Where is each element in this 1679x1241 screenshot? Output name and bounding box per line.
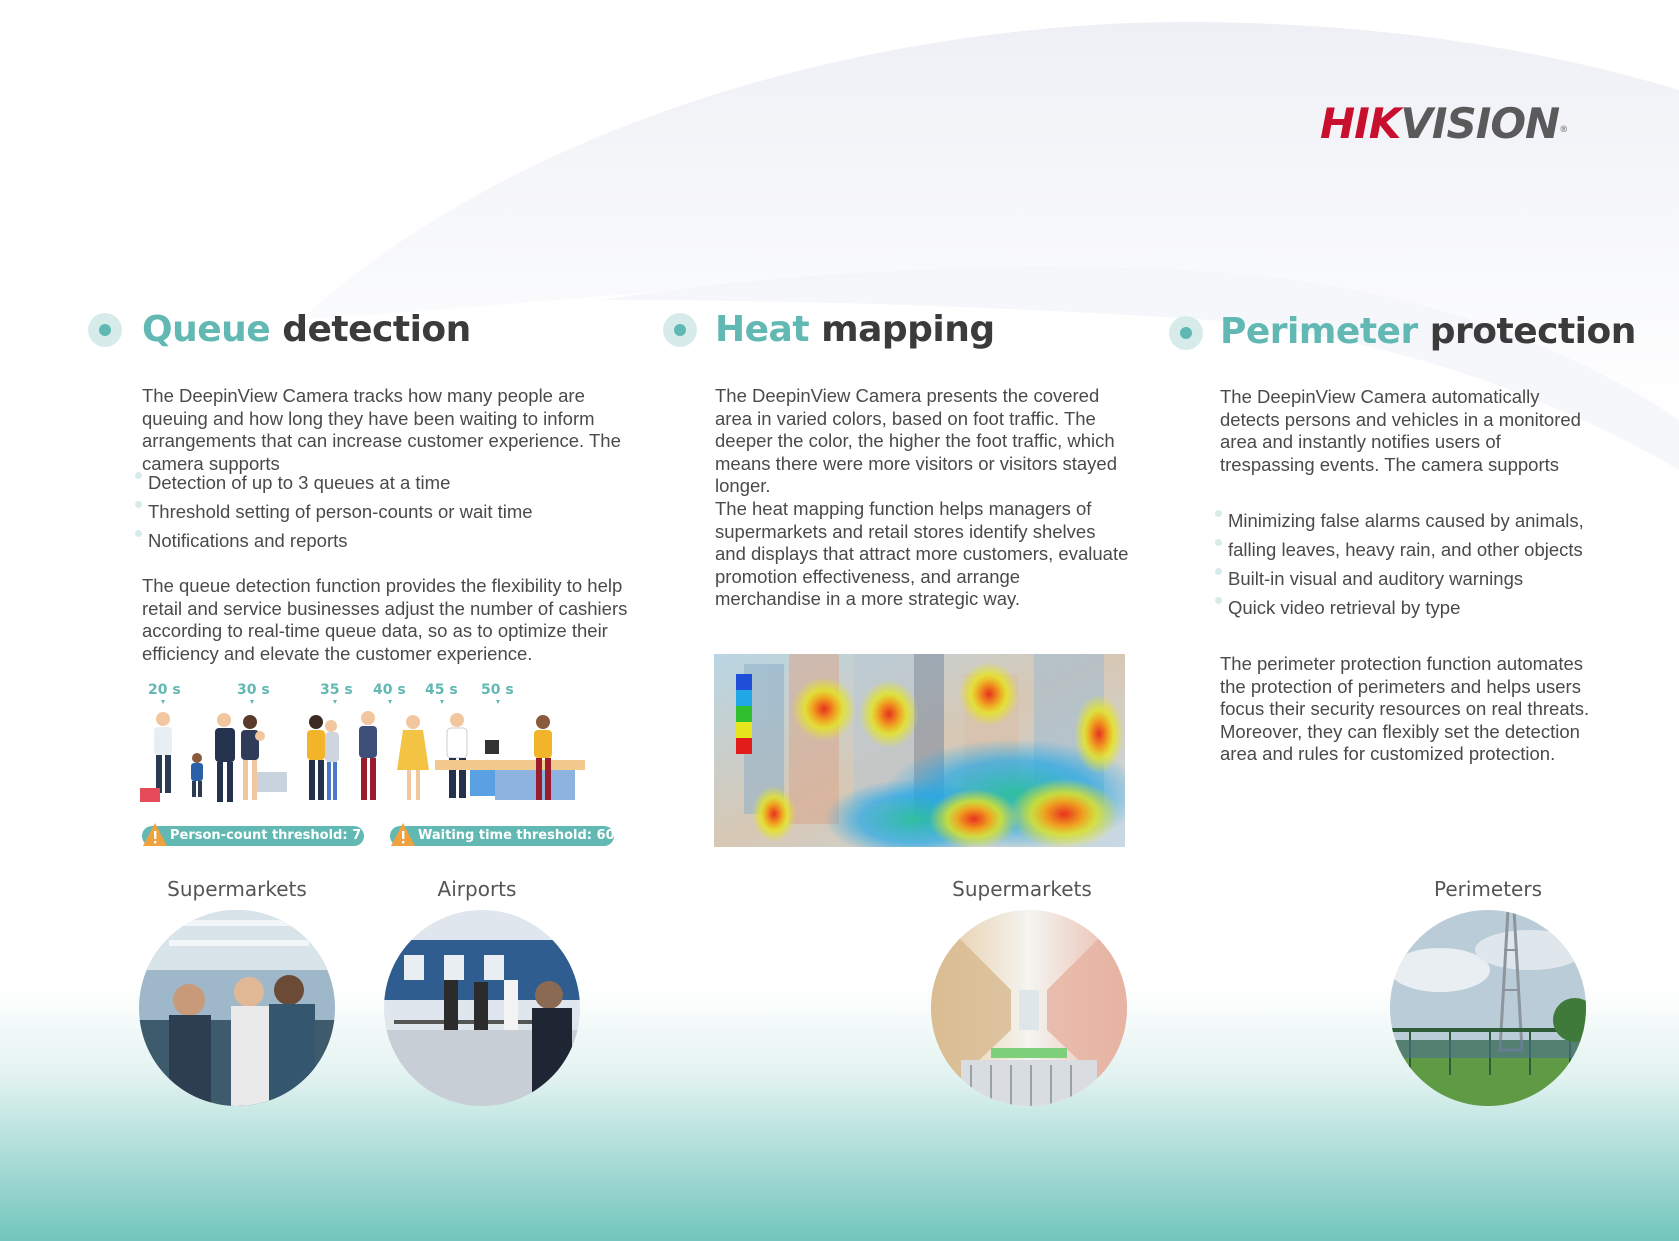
heatmap-legend-swatch	[736, 738, 752, 754]
queue-people-illustration	[135, 700, 630, 818]
application-label: Supermarkets	[167, 877, 307, 901]
logo-hik-text: HIK	[1320, 99, 1401, 148]
warning-icon	[142, 822, 168, 848]
queue-intro: The DeepinView Camera tracks how many people are queuing and how long they have been waiting to inform arrangements that can increase customer experience. The camera supports	[142, 385, 621, 474]
list-item: Threshold setting of person-counts or wait time	[142, 497, 642, 526]
heat-intro: The DeepinView Camera presents the covered area in varied colors, based on foot traffic. The deeper the color, the higher the foot traffic, which means there were more visitors or visitors stayed longer.	[715, 385, 1117, 496]
list-item: Built-in visual and auditory warnings	[1222, 564, 1602, 593]
threshold-label: Waiting time threshold: 60 s	[390, 826, 614, 846]
wait-time-label: 30 s	[237, 682, 270, 698]
application-label: Perimeters	[1433, 877, 1542, 901]
perimeter-body: The perimeter protection function automates the protection of perimeters and helps users focus their security resources on real threats. Moreover, they can flexibly set the detection area and rules for customized protection.	[1220, 653, 1590, 764]
section-bullet-icon	[663, 313, 697, 347]
heat-mapping-heading	[715, 308, 995, 352]
waiting-time-threshold-badge	[390, 826, 627, 846]
heading-rest: mapping	[809, 309, 995, 350]
registered-mark: ®	[1559, 125, 1568, 135]
list-item: Notifications and reports	[142, 526, 642, 555]
person-count-threshold-badge	[142, 826, 364, 846]
queue-feature-list	[142, 468, 642, 555]
supermarket-aisle-photo	[931, 910, 1127, 1106]
heatmap-legend-swatch	[736, 674, 752, 690]
wait-time-label: 40 s	[373, 682, 406, 698]
airport-checkin-photo	[384, 910, 580, 1106]
perimeter-fence-photo	[1390, 910, 1586, 1106]
list-item: Quick video retrieval by type	[1222, 593, 1602, 622]
heading-accent: Heat	[715, 309, 810, 350]
list-item: Minimizing false alarms caused by animals,	[1222, 506, 1602, 535]
wait-time-label: 45 s	[425, 682, 458, 698]
heading-accent: Perimeter	[1220, 311, 1418, 352]
wait-time-label: 50 s	[481, 682, 514, 698]
list-item: falling leaves, heavy rain, and other objects	[1222, 535, 1602, 564]
logo-vision-text: VISION	[1400, 99, 1560, 148]
list-item: Detection of up to 3 queues at a time	[142, 468, 642, 497]
wait-time-label: 20 s	[148, 682, 181, 698]
perimeter-feature-list	[1222, 506, 1602, 622]
heading-rest: protection	[1417, 311, 1636, 352]
heatmap-legend-swatch	[736, 690, 752, 706]
application-label: Airports	[437, 877, 517, 901]
queue-body: The queue detection function provides the flexibility to help retail and service businesses adjust the number of cashiers according to real-time queue data, so as to optimize their efficiency and elevate the customer experience.	[142, 575, 628, 664]
application-label: Supermarkets	[952, 877, 1092, 901]
wait-time-label: 35 s	[320, 682, 353, 698]
section-bullet-icon	[1169, 316, 1203, 350]
threshold-label: Person-count threshold: 7	[142, 826, 364, 846]
heading-accent: Queue	[142, 309, 271, 350]
warning-icon	[390, 822, 416, 848]
section-bullet-icon	[88, 313, 122, 347]
supermarket-checkout-photo	[139, 910, 335, 1106]
heading-rest: detection	[270, 309, 471, 350]
heatmap-legend-swatch	[736, 722, 752, 738]
perimeter-intro: The DeepinView Camera automatically detects persons and vehicles in a monitored area and instantly notifies users of trespassing events. The camera supports	[1220, 386, 1581, 475]
hikvision-logo	[1320, 96, 1590, 152]
perimeter-protection-heading	[1220, 310, 1636, 354]
queue-detection-heading	[142, 308, 471, 352]
heatmap-image	[714, 654, 1125, 847]
heat-body: The heat mapping function helps managers of supermarkets and retail stores identify shelves and displays that attract more customers, evaluate promotion effectiveness, and arrange merchandise in a more strategic way.	[715, 498, 1129, 609]
heatmap-legend-swatch	[736, 706, 752, 722]
